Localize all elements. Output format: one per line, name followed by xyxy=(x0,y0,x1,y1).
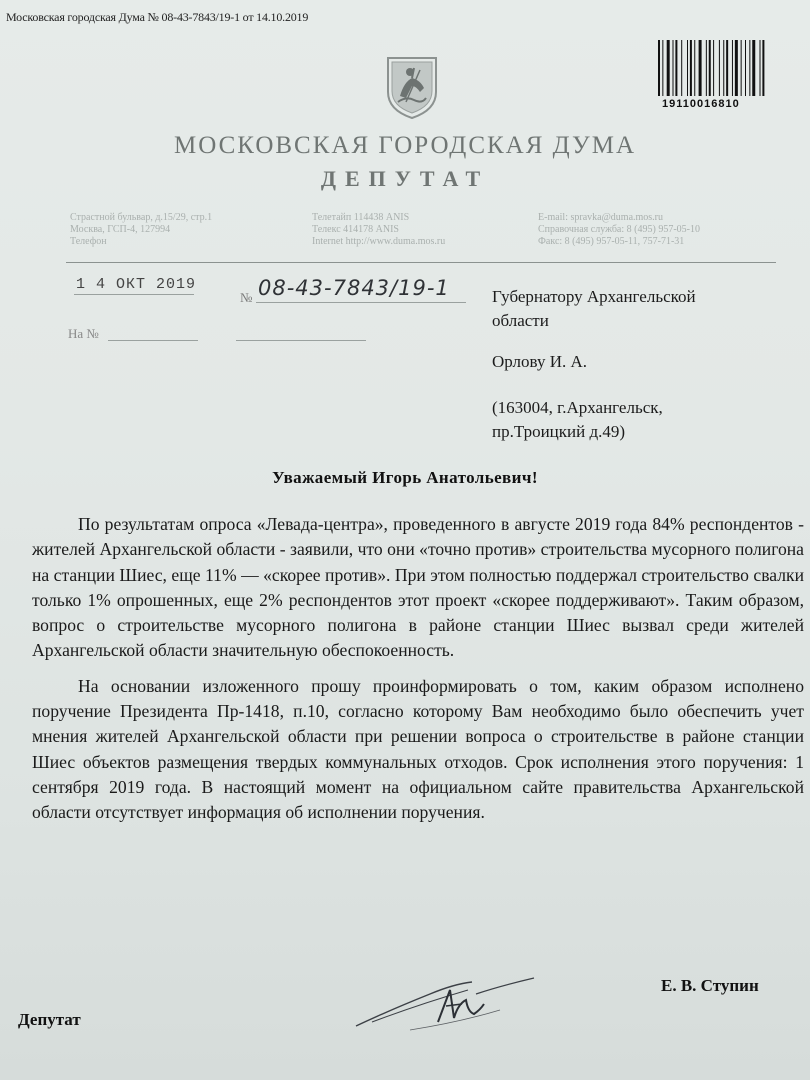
letterhead-divider xyxy=(66,262,776,263)
reference-label: На № xyxy=(68,326,99,341)
addressee-address: (163004, г.Архангельск, пр.Троицкий д.49) xyxy=(492,398,663,441)
date-underline xyxy=(74,294,194,295)
letter-number: 08-43-7843/19-1 xyxy=(258,276,450,300)
salutation: Уважаемый Игорь Анатольевич! xyxy=(272,468,538,487)
letter-date: 1 4 ОКТ 2019 xyxy=(76,276,197,293)
reference-line-1 xyxy=(108,340,198,341)
org-name: МОСКОВСКАЯ ГОРОДСКАЯ ДУМА xyxy=(174,132,636,159)
body-paragraph: По результатам опроса «Левада-центра», проведенного в августе 2019 года 84% респондентов - жителей Архангельской области - заявили, что они «точно против» строительства мусорного полигона на станции Шиес, еще 11% — «скорее против». При этом полностью поддержал строительство свалки только 1% опрошенных, еще 2% респондентов этот проект «скорее поддерживают». Таким образом, вопрос о строительстве мусорного полигона в районе станции Шиес вызвал среди жителей Архангельской области значительную обеспокоенность. xyxy=(32,514,804,661)
addressee-name: Орлову И. А. xyxy=(492,352,588,371)
barcode-number: 19110016810 xyxy=(662,98,740,110)
signature-name: Е. В. Ступин xyxy=(661,976,759,995)
number-label: № xyxy=(240,290,253,305)
addressee-title: Губернатору Архангельской области xyxy=(492,287,696,330)
body-paragraph: На основании изложенного прошу проинформировать о том, каким образом исполнено поручение Президента Пр-1418, п.10, согласно которому Вам необходимо было обеспечить учет мнения жителей Архангельской области при решении вопроса о строительстве в районе станции Шиес объектов размещения твердых коммунальных отходов. Срок исполнения этого поручения: 1 сентября 2019 года. В настоящий момент на официальном сайте правительства Архангельской области отсутствует информация об исполнении поручения. xyxy=(32,675,804,823)
contacts-telex: Телетайп 114438 ANIS Телекс 414178 ANIS Internet http://www.duma.mos.ru xyxy=(312,212,446,247)
registry-line: Московская городская Дума № 08-43-7843/19-1 от 14.10.2019 xyxy=(6,10,309,24)
letter-body xyxy=(32,512,804,836)
barcode-icon xyxy=(658,40,800,96)
contacts-email: E-mail: spravka@duma.mos.ru Справочная служба: 8 (495) 957-05-10 Факс: 8 (495) 957-05-11, 757-71-31 xyxy=(538,212,700,247)
signature-role: Депутат xyxy=(18,1010,81,1029)
contacts-address: Страстной бульвар, д.15/29, стр.1 Москва, ГСП-4, 127994 Телефон xyxy=(70,212,213,247)
reference-line-2 xyxy=(236,340,366,341)
letterhead-title: ДЕПУТАТ xyxy=(320,166,490,191)
handwritten-signature-icon xyxy=(350,960,540,1038)
moscow-coat-of-arms-icon xyxy=(384,52,440,120)
number-underline xyxy=(256,302,466,303)
